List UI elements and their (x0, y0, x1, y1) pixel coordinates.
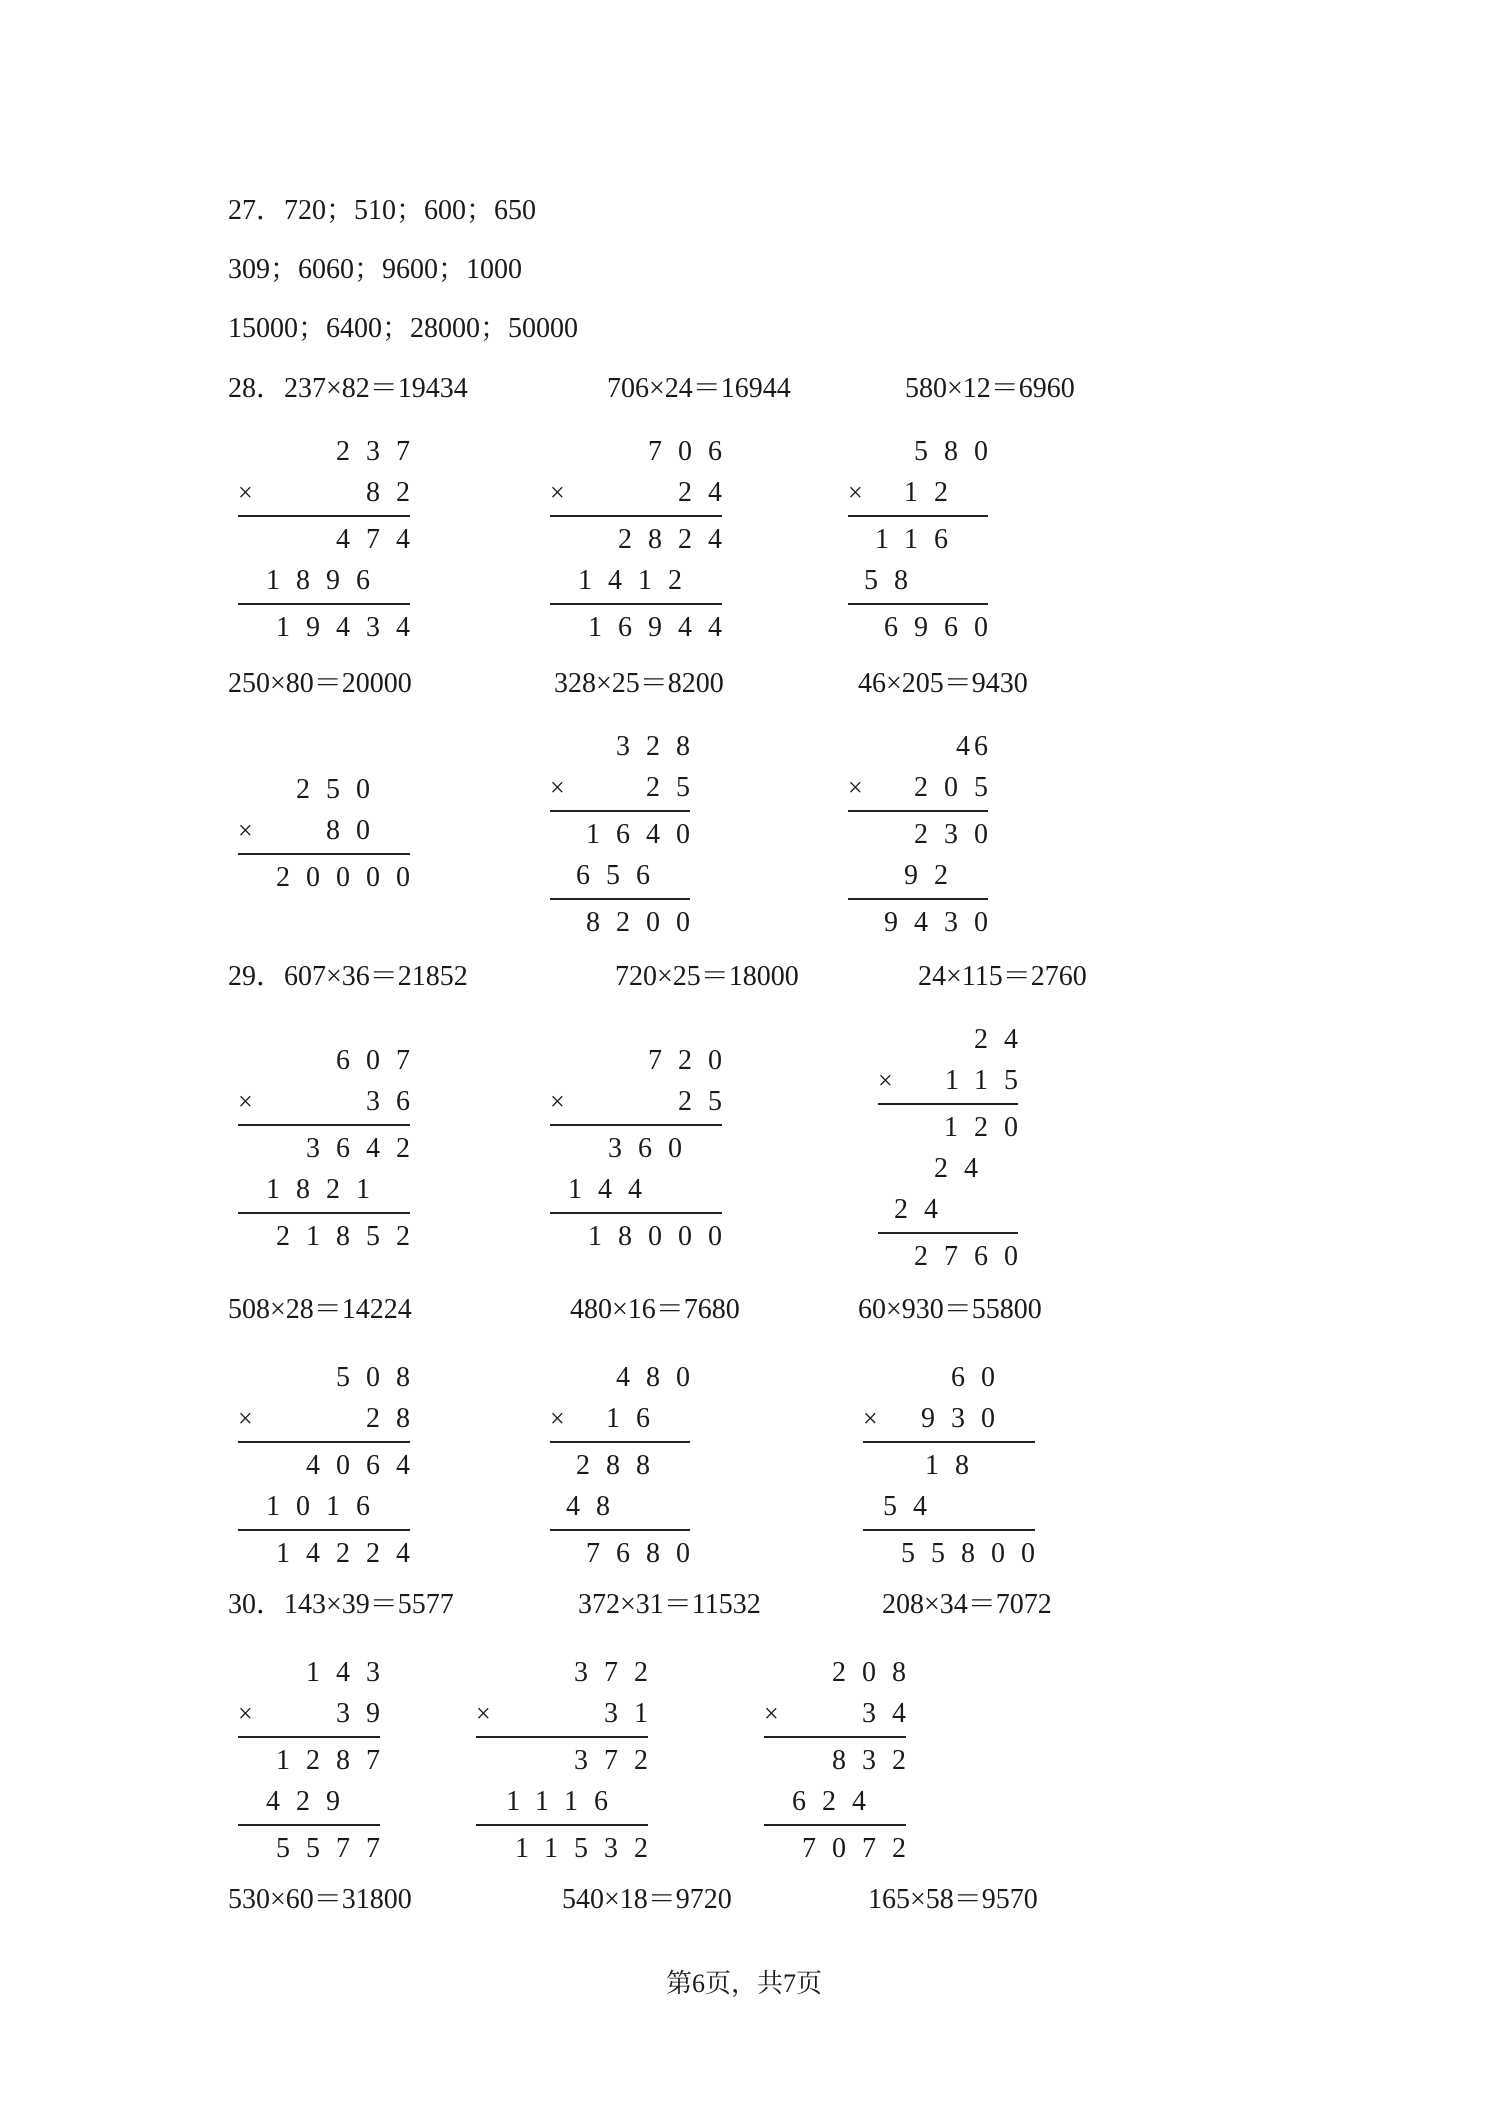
calc-row: 580 (914, 436, 1004, 467)
page-number-footer: 第6页，共7页 (665, 1969, 822, 1998)
calc-row: 18000 (588, 1221, 738, 1252)
calc-rule (878, 1103, 1018, 1105)
calc-rule (848, 603, 988, 605)
calc-row: 930 (921, 1403, 1011, 1434)
times-sign: × (238, 816, 253, 845)
vertical-calc-46x205 (848, 726, 1004, 943)
calc-row: 237 (336, 436, 426, 467)
calc-row: 5577 (276, 1833, 396, 1864)
vertical-calc-208x34 (764, 1652, 922, 1869)
calc-row: 60 (951, 1362, 1011, 1393)
calc-row: 372 (574, 1657, 664, 1688)
calc-rule (238, 1212, 410, 1214)
times-sign: × (863, 1404, 878, 1433)
equation-29-f: 60×930＝55800 (858, 1294, 1042, 1325)
calc-rule (238, 1736, 380, 1738)
calc-rule (238, 853, 410, 855)
calc-row: 208 (832, 1657, 922, 1688)
calc-row: 205 (914, 772, 1004, 803)
calc-row: 1016 (266, 1491, 386, 1522)
calc-rule (848, 515, 988, 517)
calc-row: 1287 (276, 1745, 396, 1776)
calc-row: 250 (296, 774, 386, 805)
equation-29-b: 720×25＝18000 (615, 961, 799, 992)
calc-row: 25 (678, 1086, 738, 1117)
calc-row: 46 (956, 731, 992, 762)
times-sign: × (550, 1404, 565, 1433)
calc-row: 3642 (306, 1133, 426, 1164)
times-sign: × (238, 1087, 253, 1116)
calc-row: 25 (646, 772, 706, 803)
equation-29-a: 29．607×36＝21852 (228, 961, 468, 992)
calc-row: 508 (336, 1362, 426, 1393)
times-sign: × (848, 478, 863, 507)
equation-30-f: 165×58＝9570 (868, 1884, 1038, 1915)
vertical-calc-24x115 (878, 1019, 1034, 1277)
calc-rule (863, 1529, 1035, 1531)
calc-row: 16 (606, 1403, 666, 1434)
times-sign: × (238, 478, 253, 507)
calc-row: 143 (306, 1657, 396, 1688)
calc-row: 9430 (884, 907, 1004, 938)
calc-row: 48 (566, 1491, 626, 1522)
calc-row: 2824 (618, 524, 738, 555)
times-sign: × (476, 1699, 491, 1728)
equation-28-e: 328×25＝8200 (554, 668, 724, 699)
equation-30-e: 540×18＝9720 (562, 1884, 732, 1915)
calc-row: 144 (568, 1174, 658, 1205)
calc-rule (550, 898, 690, 900)
calc-rule (238, 1441, 410, 1443)
calc-rule (550, 603, 722, 605)
calc-row: 19434 (276, 612, 426, 643)
calc-row: 429 (266, 1786, 356, 1817)
times-sign: × (878, 1066, 893, 1095)
calc-row: 8200 (586, 907, 706, 938)
vertical-calc-60x930 (863, 1357, 1051, 1574)
calc-row: 1116 (506, 1786, 624, 1817)
calc-row: 607 (336, 1045, 426, 1076)
equation-28-a: 28．237×82＝19434 (228, 373, 468, 404)
equation-30-b: 372×31＝11532 (578, 1589, 761, 1620)
calc-row: 24 (974, 1024, 1034, 1055)
calc-rule (878, 1232, 1018, 1234)
vertical-calc-580x12 (848, 431, 1004, 648)
calc-row: 1640 (586, 819, 706, 850)
equation-28-f: 46×205＝9430 (858, 668, 1028, 699)
answer-27-row3: 15000；6400；28000；50000 (228, 313, 579, 344)
calc-row: 82 (366, 477, 426, 508)
calc-row: 372 (574, 1745, 664, 1776)
calc-row: 31 (604, 1698, 664, 1729)
calc-row: 12 (904, 477, 964, 508)
calc-row: 1412 (578, 565, 698, 596)
calc-row: 55800 (901, 1538, 1051, 1569)
calc-rule (238, 1824, 380, 1826)
calc-row: 14224 (276, 1538, 426, 1569)
vertical-calc-237x82 (238, 431, 426, 648)
equation-29-d: 508×28＝14224 (228, 1294, 412, 1325)
equation-29-c: 24×115＝2760 (918, 961, 1087, 992)
answer-27-row2: 309；6060；9600；1000 (228, 254, 523, 285)
calc-rule (238, 1124, 410, 1126)
calc-row: 6960 (884, 612, 1004, 643)
calc-row: 92 (904, 860, 964, 891)
calc-rule (550, 1529, 690, 1531)
calc-row: 1896 (266, 565, 386, 596)
answer-27-row1: 27．720；510；600；650 (228, 195, 537, 226)
calc-row: 20000 (276, 862, 426, 893)
calc-row: 7072 (802, 1833, 922, 1864)
calc-row: 116 (875, 524, 964, 555)
calc-rule (550, 810, 690, 812)
calc-row: 115 (945, 1065, 1034, 1096)
times-sign: × (238, 1699, 253, 1728)
calc-rule (550, 1441, 690, 1443)
calc-rule (238, 603, 410, 605)
calc-row: 80 (326, 815, 386, 846)
equation-30-c: 208×34＝7072 (882, 1589, 1052, 1620)
calc-row: 28 (366, 1403, 426, 1434)
calc-row: 7680 (586, 1538, 706, 1569)
equation-28-c: 580×12＝6960 (905, 373, 1075, 404)
times-sign: × (550, 478, 565, 507)
calc-row: 24 (894, 1194, 954, 1225)
vertical-calc-607x36 (238, 1040, 426, 1257)
calc-rule (550, 515, 722, 517)
calc-rule (764, 1824, 906, 1826)
calc-rule (848, 810, 988, 812)
equation-28-d: 250×80＝20000 (228, 668, 412, 699)
calc-row: 11532 (515, 1833, 664, 1864)
calc-row: 474 (336, 524, 426, 555)
equation-30-a: 30．143×39＝5577 (228, 1589, 454, 1620)
calc-row: 4064 (306, 1450, 426, 1481)
calc-row: 624 (792, 1786, 882, 1817)
calc-row: 34 (862, 1698, 922, 1729)
equation-30-d: 530×60＝31800 (228, 1884, 412, 1915)
calc-row: 36 (366, 1086, 426, 1117)
calc-row: 832 (832, 1745, 922, 1776)
vertical-calc-706x24 (550, 431, 738, 648)
calc-row: 230 (914, 819, 1004, 850)
calc-rule (550, 1212, 722, 1214)
times-sign: × (764, 1699, 779, 1728)
calc-rule (764, 1736, 906, 1738)
calc-row: 16944 (588, 612, 738, 643)
vertical-calc-480x16 (550, 1357, 706, 1574)
calc-row: 288 (576, 1450, 666, 1481)
calc-row: 120 (944, 1112, 1034, 1143)
calc-rule (476, 1736, 648, 1738)
equation-29-e: 480×16＝7680 (570, 1294, 740, 1325)
calc-row: 24 (934, 1153, 994, 1184)
times-sign: × (238, 1404, 253, 1433)
calc-row: 21852 (276, 1221, 426, 1252)
calc-row: 720 (648, 1045, 738, 1076)
times-sign: × (848, 773, 863, 802)
vertical-calc-508x28 (238, 1357, 426, 1574)
calc-row: 2760 (914, 1241, 1034, 1272)
calc-rule (863, 1441, 1035, 1443)
calc-rule (476, 1824, 648, 1826)
calc-row: 328 (616, 731, 706, 762)
calc-row: 1821 (266, 1174, 386, 1205)
equation-28-b: 706×24＝16944 (607, 373, 791, 404)
vertical-calc-372x31 (476, 1652, 664, 1869)
calc-rule (238, 515, 410, 517)
calc-row: 18 (925, 1450, 985, 1481)
calc-rule (238, 1529, 410, 1531)
times-sign: × (550, 1087, 565, 1116)
calc-row: 58 (864, 565, 924, 596)
calc-row: 706 (648, 436, 738, 467)
calc-row: 54 (883, 1491, 943, 1522)
calc-row: 480 (616, 1362, 706, 1393)
calc-row: 656 (576, 860, 666, 891)
vertical-calc-720x25 (550, 1040, 738, 1257)
vertical-calc-250x80 (238, 769, 426, 898)
calc-row: 39 (336, 1698, 396, 1729)
vertical-calc-143x39 (238, 1652, 396, 1869)
calc-row: 24 (678, 477, 738, 508)
calc-rule (550, 1124, 722, 1126)
times-sign: × (550, 773, 565, 802)
vertical-calc-328x25 (550, 726, 706, 943)
calc-row: 360 (608, 1133, 698, 1164)
calc-rule (848, 898, 988, 900)
